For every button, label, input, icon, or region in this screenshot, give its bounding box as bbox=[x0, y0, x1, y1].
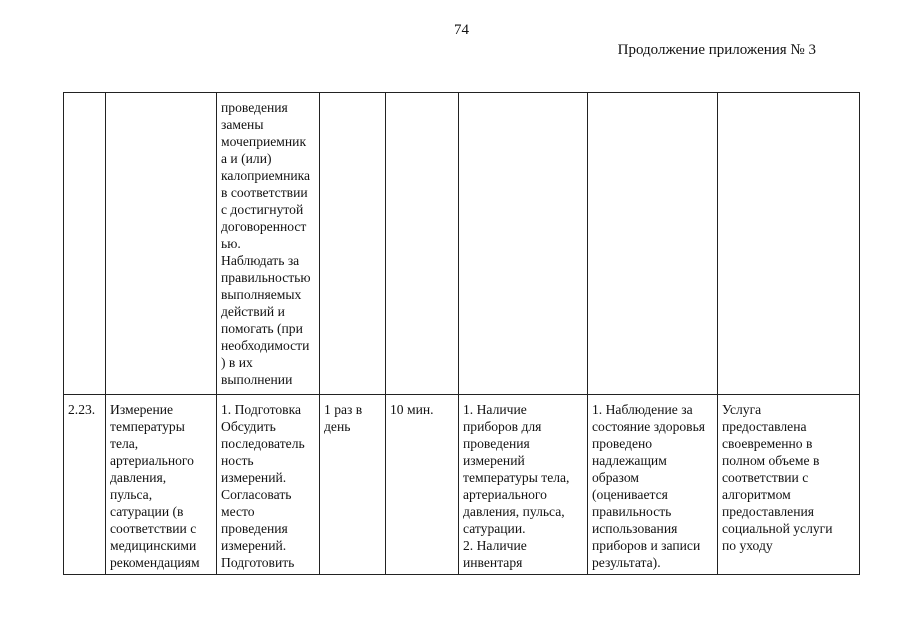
cell-line: предоставлена bbox=[722, 419, 807, 434]
cell-line: ью. bbox=[221, 236, 241, 251]
cell-line: помогать (при bbox=[221, 321, 303, 336]
cell-line: надлежащим bbox=[592, 453, 667, 468]
cell-line: ность bbox=[221, 453, 254, 468]
cell-line: место bbox=[221, 504, 255, 519]
cell-line: состояние здоровья bbox=[592, 419, 706, 434]
page-number: 74 bbox=[454, 22, 469, 38]
service-table bbox=[63, 92, 860, 575]
cell-line: 1. Подготовка bbox=[221, 402, 301, 417]
cell-line: полном объеме в bbox=[722, 453, 820, 468]
cell-line: приборов и записи bbox=[592, 538, 701, 553]
cell-conditions bbox=[459, 93, 588, 395]
cell-line: своевременно в bbox=[722, 436, 813, 451]
cell-number bbox=[64, 395, 106, 575]
cell-line: калоприемника bbox=[221, 168, 311, 183]
cell-result-evaluation bbox=[718, 93, 860, 395]
cell-line: сатурации (в bbox=[110, 504, 184, 519]
cell-line: температуры bbox=[110, 419, 185, 434]
cell-line: инвентаря bbox=[463, 555, 523, 570]
cell-line: правильностью bbox=[221, 270, 311, 285]
cell-service-name bbox=[106, 93, 217, 395]
cell-line: артериального bbox=[110, 453, 194, 468]
cell-line: 2.23. bbox=[68, 402, 96, 417]
cell-line: давления, bbox=[110, 470, 167, 485]
cell-line: действий и bbox=[221, 304, 285, 319]
cell-line: замены bbox=[221, 117, 264, 132]
table-row bbox=[64, 93, 860, 395]
cell-line: измерений. bbox=[221, 538, 287, 553]
cell-number bbox=[64, 93, 106, 395]
cell-line: температуры тела, bbox=[463, 470, 570, 485]
cell-line: 1 раз в bbox=[324, 402, 363, 417]
cell-frequency bbox=[320, 395, 386, 575]
cell-line: правильность bbox=[592, 504, 672, 519]
cell-line: с достигнутой bbox=[221, 202, 304, 217]
cell-line: по уходу bbox=[722, 538, 773, 553]
cell-line: давления, пульса, bbox=[463, 504, 565, 519]
cell-line: день bbox=[324, 419, 351, 434]
cell-line: ) в их bbox=[221, 355, 253, 370]
cell-line: 2. Наличие bbox=[463, 538, 527, 553]
table-row bbox=[64, 395, 860, 575]
cell-line: проведения bbox=[221, 100, 288, 115]
cell-line: проведено bbox=[592, 436, 653, 451]
cell-quality-indicators bbox=[588, 93, 718, 395]
cell-line: Подготовить bbox=[221, 555, 295, 570]
cell-conditions bbox=[459, 395, 588, 575]
cell-frequency bbox=[320, 93, 386, 395]
cell-procedure bbox=[217, 93, 320, 395]
cell-line: (оценивается bbox=[592, 487, 668, 502]
cell-line: выполняемых bbox=[221, 287, 302, 302]
cell-line: социальной услуги bbox=[722, 521, 833, 536]
cell-duration bbox=[386, 93, 459, 395]
cell-line: 1. Наблюдение за bbox=[592, 402, 693, 417]
cell-line: приборов для bbox=[463, 419, 542, 434]
cell-service-name bbox=[106, 395, 217, 575]
cell-line: предоставления bbox=[722, 504, 815, 519]
cell-line: необходимости bbox=[221, 338, 310, 353]
cell-line: алгоритмом bbox=[722, 487, 791, 502]
cell-line: Наблюдать за bbox=[221, 253, 300, 268]
cell-line: 10 мин. bbox=[390, 402, 434, 417]
cell-quality-indicators bbox=[588, 395, 718, 575]
cell-line: проведения bbox=[463, 436, 530, 451]
cell-line: 1. Наличие bbox=[463, 402, 527, 417]
cell-line: образом bbox=[592, 470, 639, 485]
cell-line: соответствии с bbox=[110, 521, 197, 536]
cell-line: проведения bbox=[221, 521, 288, 536]
cell-line: Измерение bbox=[110, 402, 174, 417]
cell-line: выполнении bbox=[221, 372, 293, 387]
cell-line: использования bbox=[592, 521, 678, 536]
cell-line: рекомендациям bbox=[110, 555, 200, 570]
cell-line: результата). bbox=[592, 555, 661, 570]
cell-line: в соответствии bbox=[221, 185, 308, 200]
cell-line: медицинскими bbox=[110, 538, 197, 553]
cell-line: Согласовать bbox=[221, 487, 292, 502]
cell-duration bbox=[386, 395, 459, 575]
cell-line: тела, bbox=[110, 436, 139, 451]
cell-line: Услуга bbox=[722, 402, 762, 417]
cell-line: Обсудить bbox=[221, 419, 276, 434]
cell-line: а и (или) bbox=[221, 151, 272, 166]
cell-line: измерений. bbox=[221, 470, 287, 485]
cell-line: пульса, bbox=[110, 487, 153, 502]
cell-line: сатурации. bbox=[463, 521, 526, 536]
continuation-heading: Продолжение приложения № 3 bbox=[617, 42, 816, 58]
cell-line: измерений bbox=[463, 453, 525, 468]
cell-line: мочеприемник bbox=[221, 134, 307, 149]
cell-line: договоренност bbox=[221, 219, 307, 234]
cell-procedure bbox=[217, 395, 320, 575]
cell-result-evaluation bbox=[718, 395, 860, 575]
cell-line: артериального bbox=[463, 487, 547, 502]
cell-line: последователь bbox=[221, 436, 305, 451]
cell-line: соответствии с bbox=[722, 470, 809, 485]
